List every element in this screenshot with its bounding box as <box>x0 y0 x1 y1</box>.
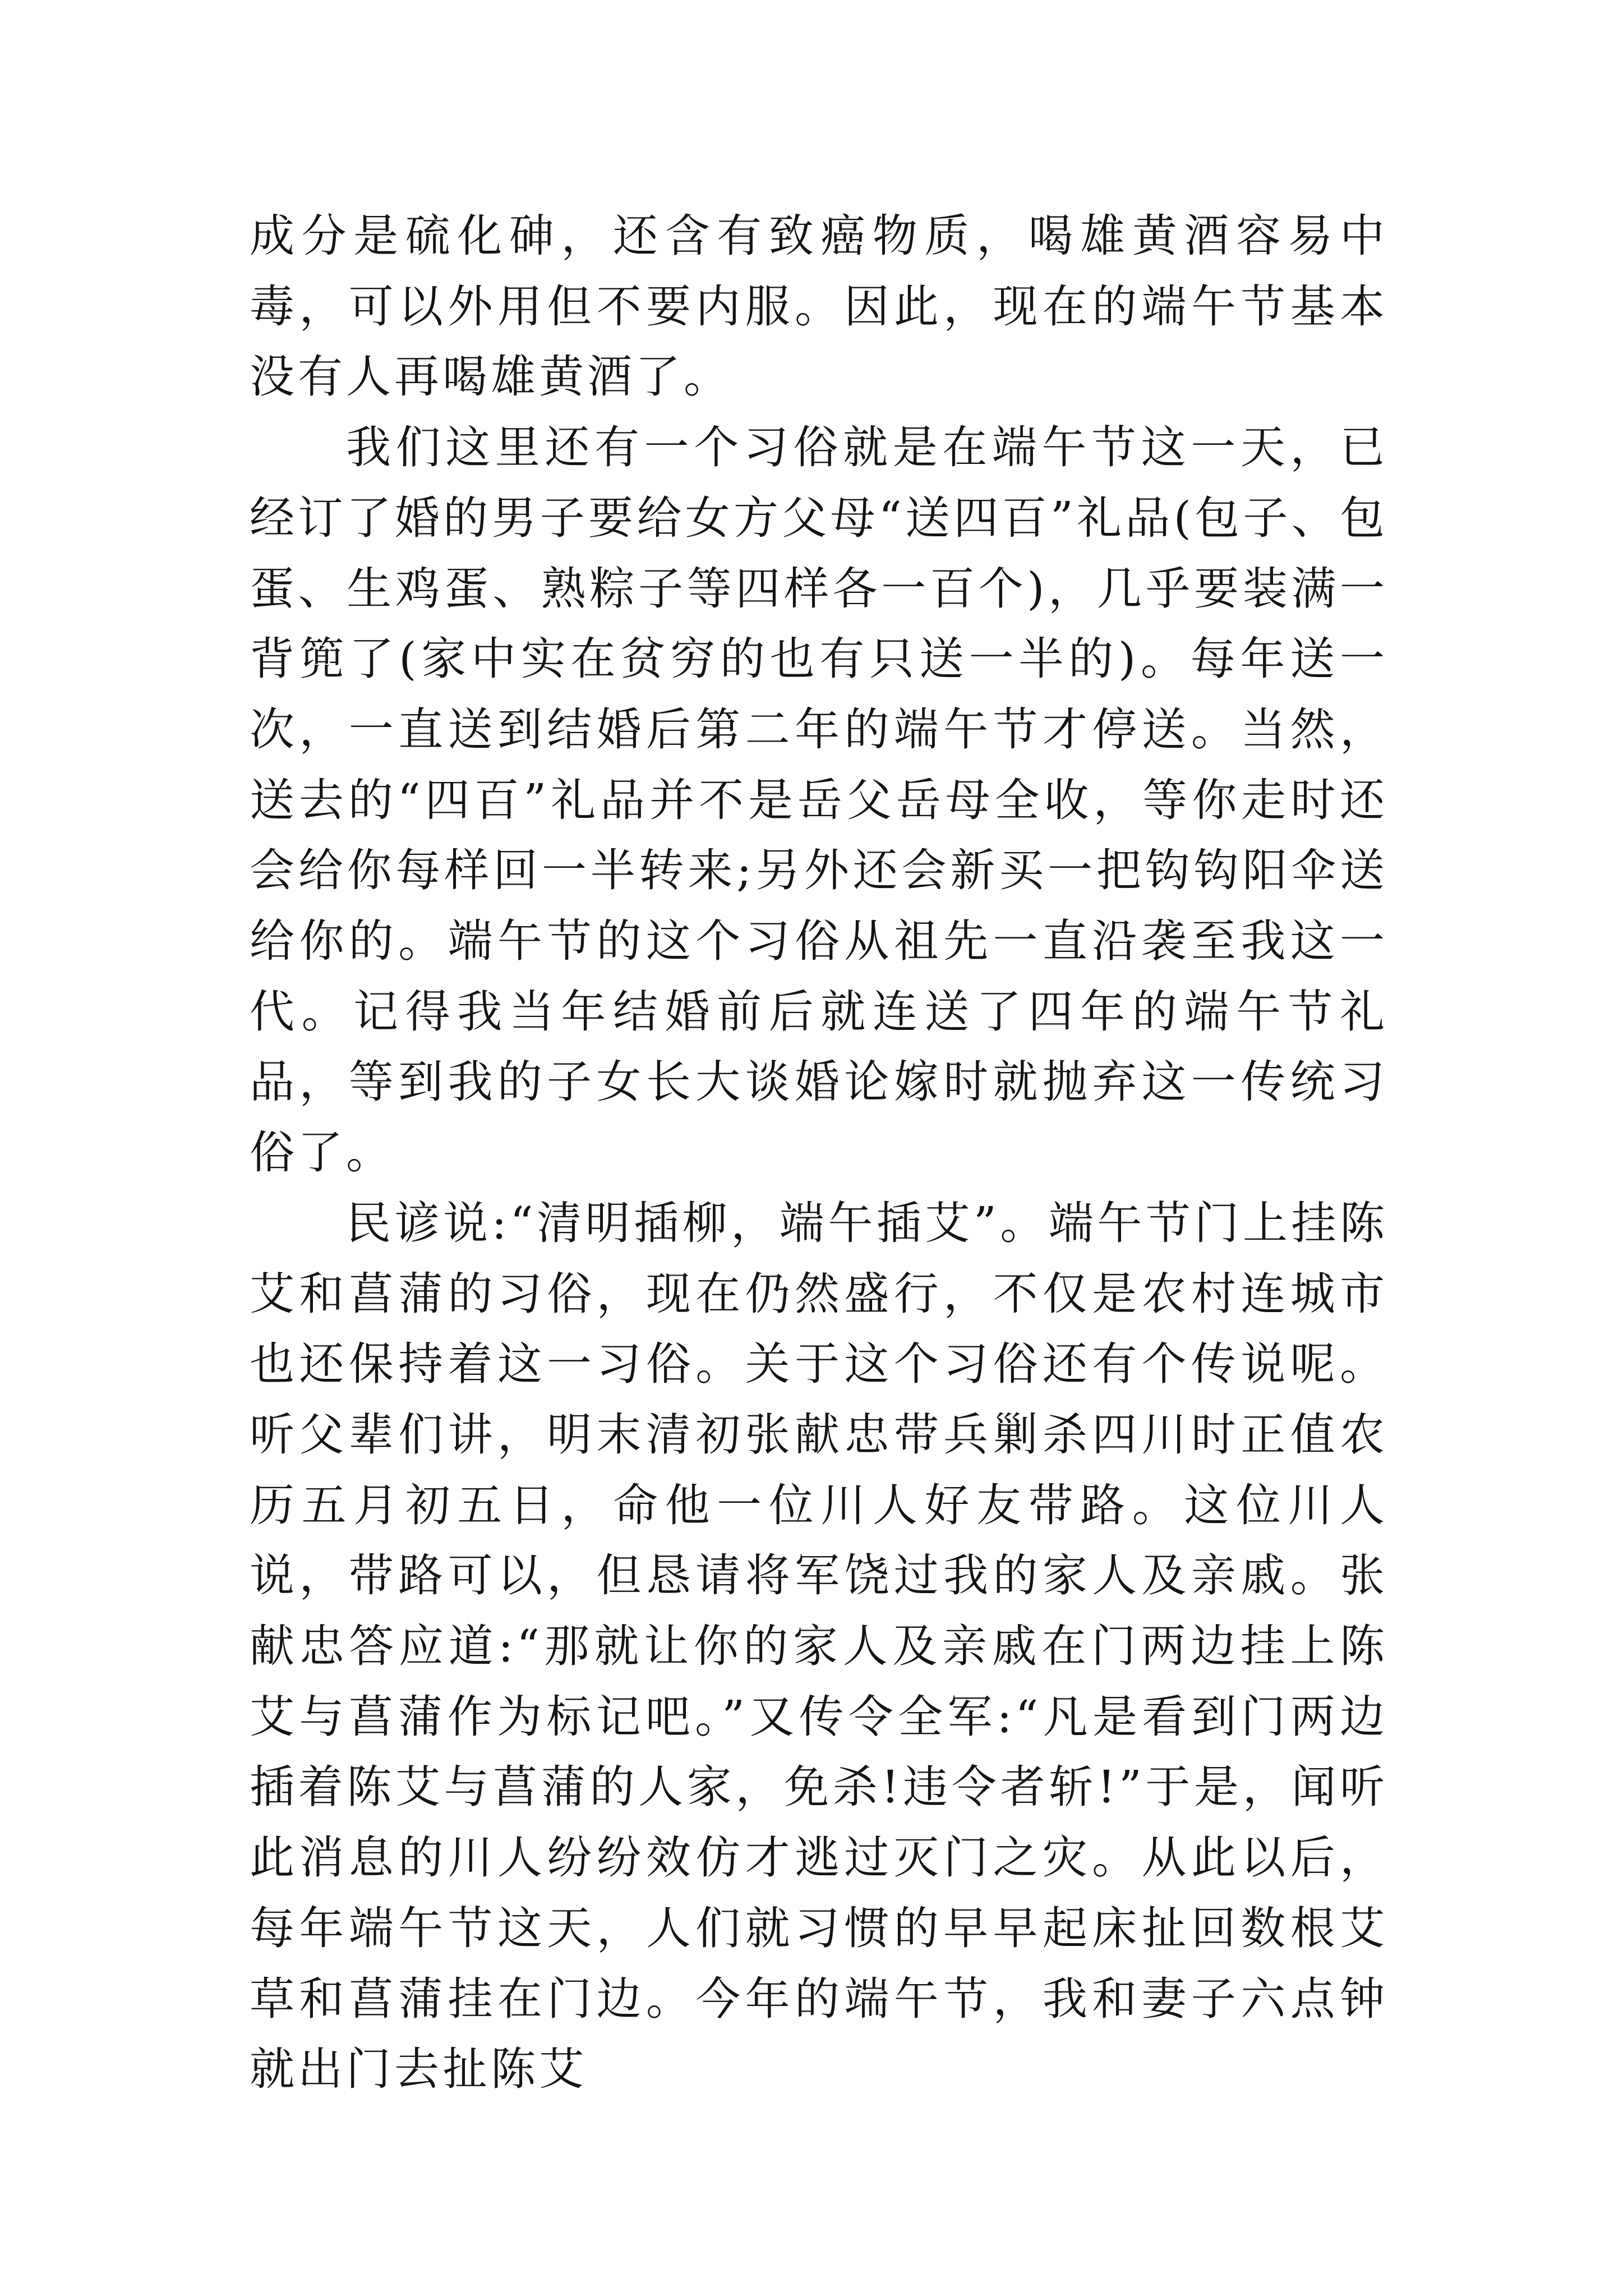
paragraph-3: 民谚说:“清明插柳，端午插艾”。端午节门上挂陈艾和菖蒲的习俗，现在仍然盛行，不仅是农村连城市也还保持着这一习俗。关于这个习俗还有个传说呢。听父辈们讲，明末清初张献忠带兵剿杀四川时正值农历五月初五日，命他一位川人好友带路。这位川人说，带路可以，但恳请将军饶过我的家人及亲戚。张献忠答应道:“那就让你的家人及亲戚在门两边挂上陈艾与菖蒲作为标记吧。”又传令全军:“凡是看到门两边插着陈艾与菖蒲的人家，免杀!违令者斩!”于是，闻听此消息的川人纷纷效仿才逃过灭门之灾。从此以后，每年端午节这天，人们就习惯的早早起床扯回数根艾草和菖蒲挂在门边。今年的端午节，我和妻子六点钟就出门去扯陈艾 <box>250 1197 1388 2096</box>
document-body <box>250 201 1388 2105</box>
paragraph-1: 成分是硫化砷，还含有致癌物质，喝雄黄酒容易中毒，可以外用但不要内服。因此，现在的端午节基本没有人再喝雄黄酒了。 <box>250 210 1388 403</box>
paragraph-2: 我们这里还有一个习俗就是在端午节这一天，已经订了婚的男子要给女方父母“送四百”礼品(包子、包蛋、生鸡蛋、熟粽子等四样各一百个)，几乎要装满一背篼了(家中实在贫穷的也有只送一半的)。每年送一次，一直送到结婚后第二年的端午节才停送。当然，送去的“四百”礼品并不是岳父岳母全收，等你走时还会给你每样回一半转来;另外还会新买一把钩钩阳伞送给你的。端午节的这个习俗从祖先一直沿袭至我这一代。记得我当年结婚前后就连送了四年的端午节礼品，等到我的子女长大谈婚论嫁时就抛弃这一传统习俗了。 <box>250 421 1388 1179</box>
